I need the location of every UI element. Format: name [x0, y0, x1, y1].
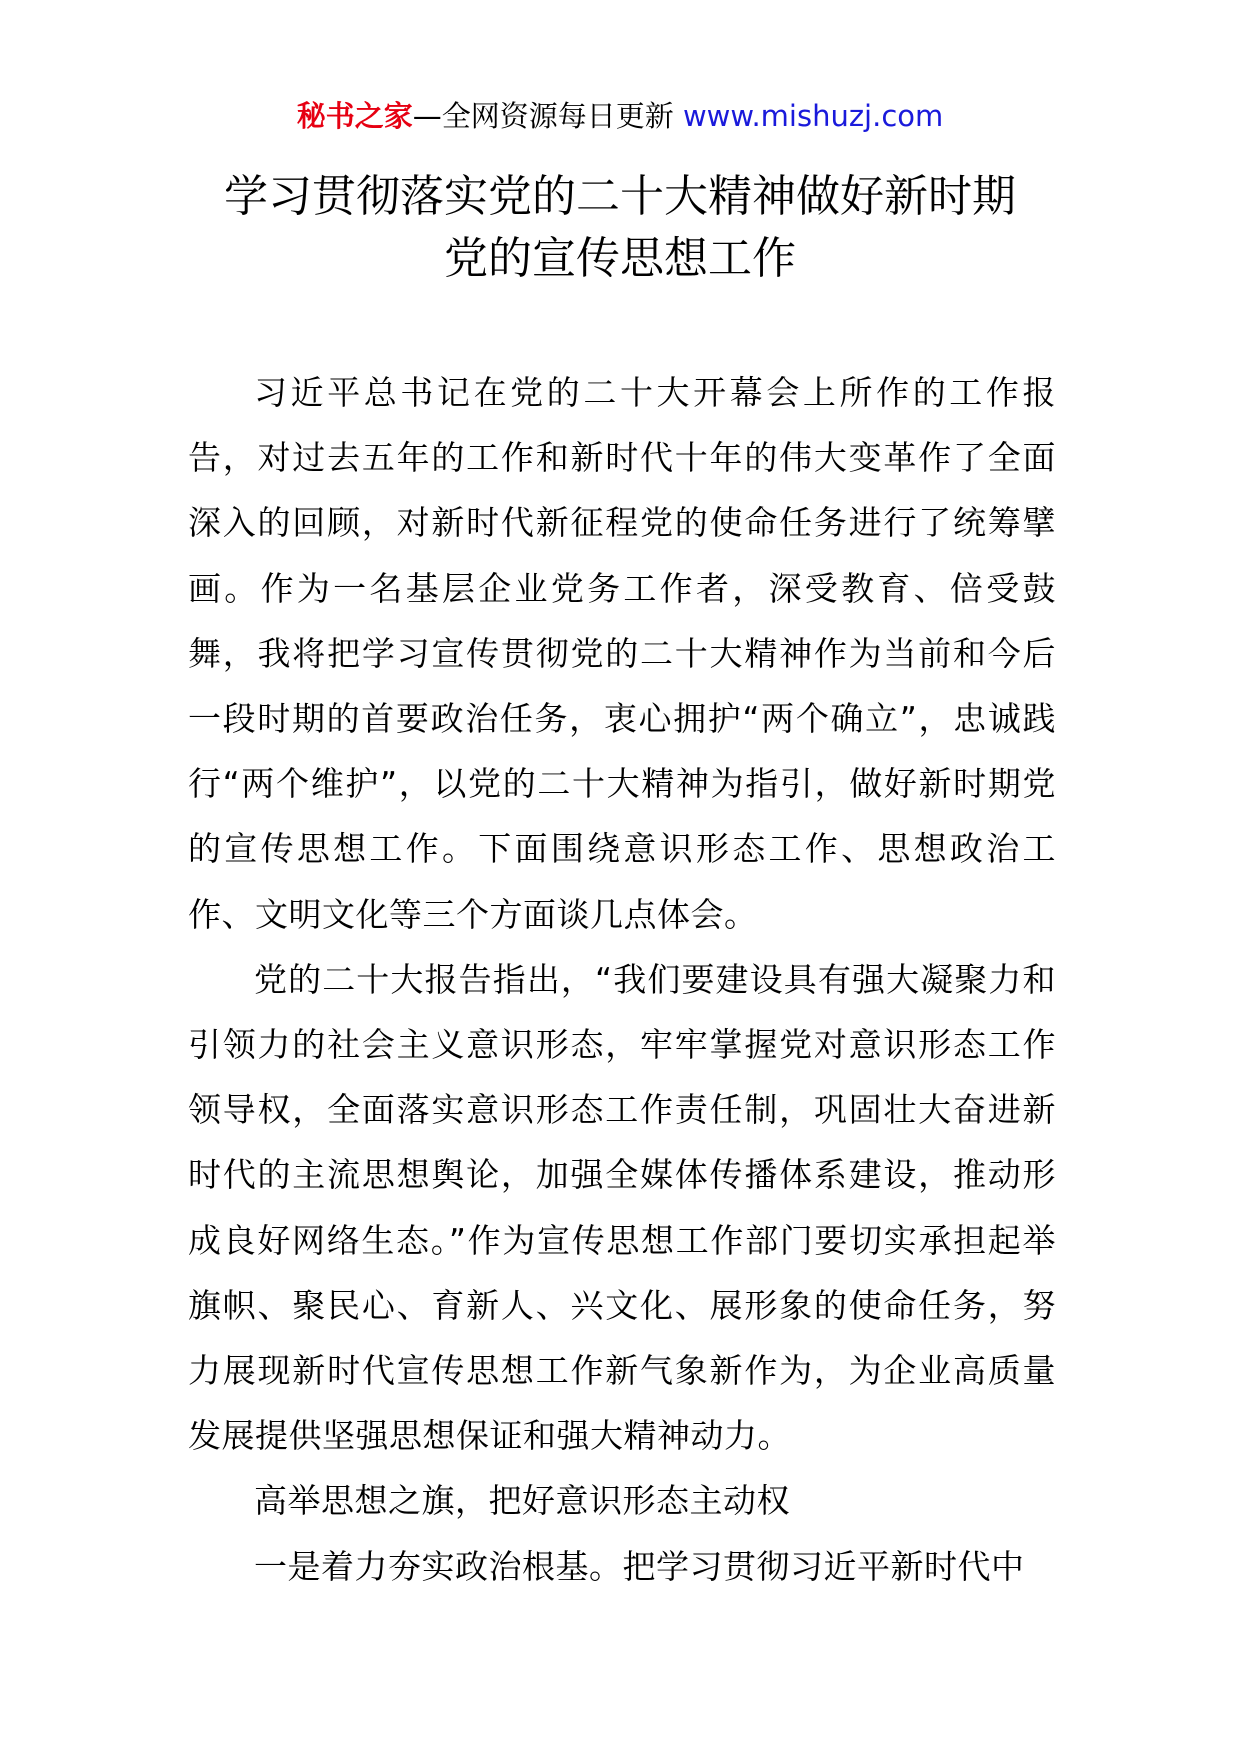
- document-body: [188, 360, 1056, 1599]
- paragraph-point-one: 一是着力夯实政治根基。把学习贯彻习近平新时代中: [254, 1546, 1025, 1586]
- website-url[interactable]: www.mishuzj.com: [682, 99, 944, 133]
- title-line-2: 党的宣传思想工作: [444, 233, 796, 284]
- title-line-1: 学习贯彻落实党的二十大精神做好新时期: [224, 171, 1016, 222]
- site-header: [0, 96, 1240, 136]
- header-slogan: —全网资源每日更新: [412, 99, 674, 133]
- section-heading: 高举思想之旗，把好意识形态主动权: [254, 1481, 790, 1521]
- brand-name: 秘书之家: [296, 99, 413, 133]
- document-title: [0, 166, 1240, 290]
- paragraph-intro: 习近平总书记在党的二十大开幕会上所作的工作报告，对过去五年的工作和新时代十年的伟大变革作了全面深入的回顾，对新时代新征程党的使命任务进行了统筹擘画。作为一名基层企业党务工作者，深受教育、倍受鼓舞，我将把学习宣传贯彻党的二十大精神作为当前和今后一段时期的首要政治任务，衷心拥护“两个确立”，忠诚践行“两个维护”，以党的二十大精神为指引，做好新时期党的宣传思想工作。下面围绕意识形态工作、思想政治工作、文明文化等三个方面谈几点体会。: [188, 373, 1056, 934]
- paragraph-report-quote: 党的二十大报告指出，“我们要建设具有强大凝聚力和引领力的社会主义意识形态，牢牢掌握党对意识形态工作领导权，全面落实意识形态工作责任制，巩固壮大奋进新时代的主流思想舆论，加强全媒体传播体系建设，推动形成良好网络生态。”作为宣传思想工作部门要切实承担起举旗帜、聚民心、育新人、兴文化、展形象的使命任务，努力展现新时代宣传思想工作新气象新作为，为企业高质量发展提供坚强思想保证和强大精神动力。: [188, 959, 1056, 1456]
